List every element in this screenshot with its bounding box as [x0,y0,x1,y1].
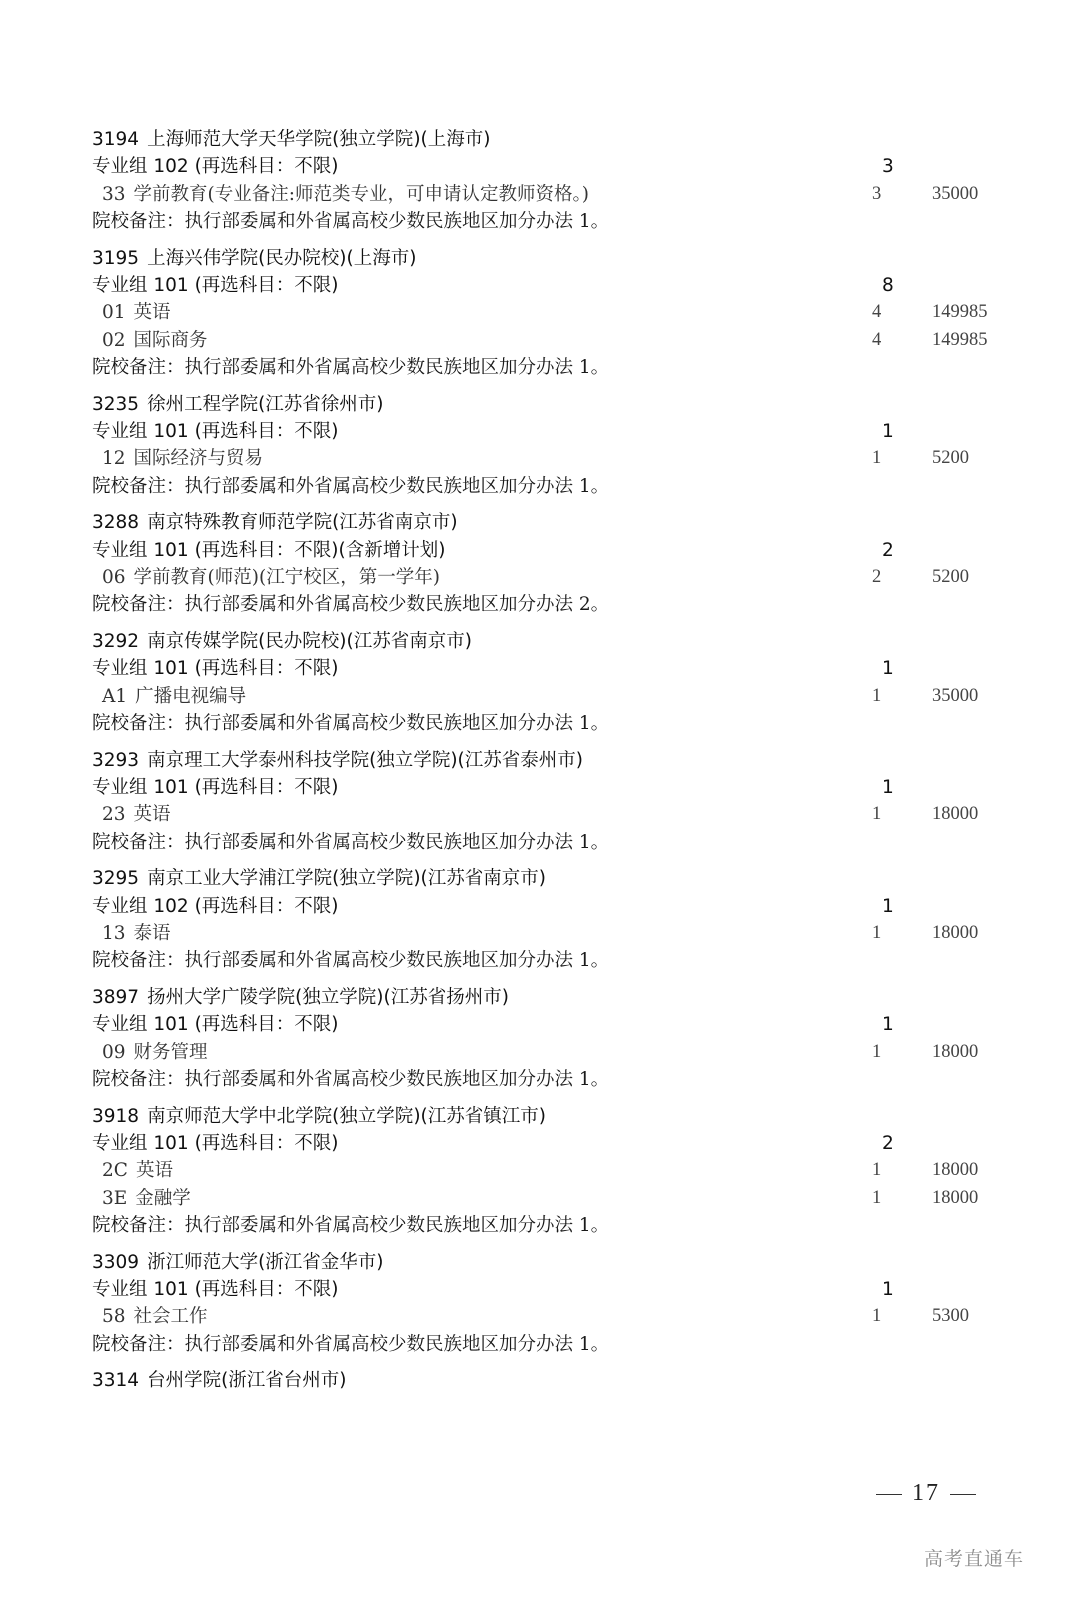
note-text: 执行部委属和外省属高校少数民族地区加分办法 1。 [184,356,610,378]
major-row [92,920,1032,947]
school-name: 台州学院(浙江省台州市) [147,1370,347,1392]
major-code: 33 [102,183,126,205]
dash-left [876,1494,902,1496]
major-group [92,774,1032,801]
school-code: 3288 [92,512,140,534]
school-code: 3235 [92,393,140,415]
major-row [92,1303,1032,1330]
group-count: 1 [882,420,894,442]
note-label: 院校备注： [92,712,185,734]
school-code: 3309 [92,1251,140,1273]
major-group [92,1276,1032,1303]
page-number [866,1480,986,1507]
note-label: 院校备注： [92,1333,185,1355]
major-count: 2 [872,566,882,587]
group-count: 1 [882,1014,894,1036]
group-count: 1 [882,658,894,680]
major-fee: 35000 [932,685,979,706]
school-title [92,126,1032,153]
note-text: 执行部委属和外省属高校少数民族地区加分办法 1。 [184,950,610,972]
note-text: 执行部委属和外省属高校少数民族地区加分办法 1。 [184,831,610,853]
group-label: 专业组 102 (再选科目：不限) [92,156,339,178]
major-count: 1 [872,448,882,469]
major-fee: 5300 [932,1306,969,1327]
school-title [92,747,1032,774]
school-code: 3918 [92,1105,140,1127]
school-title [92,1367,1032,1394]
school-entry [92,747,1032,856]
school-entry [92,245,1032,381]
note-label: 院校备注： [92,1069,185,1090]
major-name: 金融学 [135,1187,191,1209]
major-code: 23 [102,804,126,826]
school-entry [92,509,1032,618]
major-count: 1 [872,1187,882,1208]
school-title [92,509,1032,536]
group-label: 专业组 101 (再选科目：不限) [92,420,339,442]
major-count: 1 [872,1306,882,1327]
major-row [92,801,1032,828]
watermark: 高考直通车 [924,1548,1025,1570]
school-name: 徐州工程学院(江苏省徐州市) [147,393,384,415]
major-group [92,418,1032,445]
note-text: 执行部委属和外省属高校少数民族地区加分办法 1。 [184,1069,610,1090]
major-name: 英语 [133,804,171,826]
school-entry [92,126,1032,235]
major-fee: 5200 [932,448,969,469]
major-fee: 149985 [932,329,988,350]
school-note [92,1066,1032,1093]
major-row [92,445,1032,472]
school-title [92,628,1032,655]
group-label: 专业组 101 (再选科目：不限) [92,1014,339,1036]
major-name: 学前教育(师范)(江宁校区，第一学年) [133,566,440,588]
major-row [92,564,1032,591]
school-name: 上海兴伟学院(民办院校)(上海市) [147,247,417,269]
group-count: 3 [882,156,894,178]
major-group [92,655,1032,682]
school-code: 3295 [92,868,140,890]
major-fee: 149985 [932,302,988,323]
school-name: 南京理工大学泰州科技学院(独立学院)(江苏省泰州市) [147,749,583,771]
major-count: 1 [872,1160,882,1181]
school-note [92,1212,1032,1239]
school-title [92,1249,1032,1276]
school-entry [92,1103,1032,1239]
school-note [92,354,1032,381]
major-name: 英语 [135,1160,173,1182]
school-code: 3897 [92,987,140,1009]
major-fee: 5200 [932,566,969,587]
major-group [92,1130,1032,1157]
school-note [92,947,1032,974]
school-code: 3292 [92,631,140,653]
group-count: 2 [882,539,894,561]
major-group [92,537,1032,564]
major-row [92,299,1032,326]
note-label: 院校备注： [92,831,185,853]
major-group [92,1011,1032,1038]
dash-right [950,1494,976,1496]
group-label: 专业组 101 (再选科目：不限)(含新增计划) [92,539,446,561]
major-code: 13 [102,923,126,945]
major-row [92,1039,1032,1066]
major-count: 1 [872,923,882,944]
major-code: 3E [102,1187,128,1209]
group-label: 专业组 102 (再选科目：不限) [92,895,339,917]
school-entry [92,865,1032,974]
major-fee: 18000 [932,923,979,944]
school-code: 3194 [92,129,140,150]
major-name: 国际经济与贸易 [133,448,264,470]
major-count: 1 [872,804,882,825]
school-note [92,591,1032,618]
major-code: 09 [102,1041,126,1063]
school-title [92,245,1032,272]
group-count: 2 [882,1133,894,1155]
major-name: 社会工作 [133,1306,208,1328]
major-code: A1 [102,685,128,707]
major-fee: 18000 [932,1041,979,1062]
school-title [92,865,1032,892]
school-name: 南京工业大学浦江学院(独立学院)(江苏省南京市) [147,868,546,890]
group-label: 专业组 101 (再选科目：不限) [92,1133,339,1155]
major-count: 1 [872,685,882,706]
major-name: 英语 [133,302,171,324]
major-row [92,683,1032,710]
note-text: 执行部委属和外省属高校少数民族地区加分办法 1。 [184,1333,610,1355]
note-text: 执行部委属和外省属高校少数民族地区加分办法 1。 [184,1214,610,1236]
school-code: 3195 [92,247,140,269]
major-code: 58 [102,1306,126,1328]
school-name: 扬州大学广陵学院(独立学院)(江苏省扬州市) [147,987,509,1009]
school-entry [92,1249,1032,1358]
school-title [92,1103,1032,1130]
group-count: 1 [882,895,894,917]
school-note [92,1331,1032,1358]
major-name: 学前教育(专业备注:师范类专业，可申请认定教师资格。) [133,183,589,205]
major-fee: 18000 [932,1160,979,1181]
group-label: 专业组 101 (再选科目：不限) [92,658,339,680]
major-group [92,893,1032,920]
major-row [92,1185,1032,1212]
note-text: 执行部委属和外省属高校少数民族地区加分办法 1。 [184,475,610,497]
school-name: 上海师范大学天华学院(独立学院)(上海市) [147,129,491,150]
major-count: 4 [872,329,882,350]
group-label: 专业组 101 (再选科目：不限) [92,1279,339,1301]
note-label: 院校备注： [92,594,185,616]
major-code: 12 [102,448,126,470]
note-text: 执行部委属和外省属高校少数民族地区加分办法 1。 [184,712,610,734]
note-label: 院校备注： [92,475,185,497]
group-label: 专业组 101 (再选科目：不限) [92,274,339,296]
major-code: 01 [102,302,126,324]
school-entry [92,984,1032,1093]
school-note [92,208,1032,235]
note-label: 院校备注： [92,1214,185,1236]
major-name: 广播电视编导 [135,685,247,707]
school-name: 南京师范大学中北学院(独立学院)(江苏省镇江市) [147,1105,546,1127]
major-code: 2C [102,1160,128,1182]
major-group [92,272,1032,299]
major-fee: 35000 [932,183,979,204]
group-label: 专业组 101 (再选科目：不限) [92,777,339,799]
school-entry [92,628,1032,737]
school-title [92,391,1032,418]
major-row [92,1157,1032,1184]
school-entry [92,1367,1032,1394]
school-note [92,829,1032,856]
major-count: 1 [872,1041,882,1062]
note-text: 执行部委属和外省属高校少数民族地区加分办法 1。 [184,210,610,232]
group-count: 1 [882,777,894,799]
school-code: 3314 [92,1370,140,1392]
major-count: 4 [872,302,882,323]
major-name: 国际商务 [133,329,208,351]
school-name: 南京传媒学院(民办院校)(江苏省南京市) [147,631,472,653]
major-row [92,181,1032,208]
school-code: 3293 [92,749,140,771]
school-name: 南京特殊教育师范学院(江苏省南京市) [147,512,458,534]
major-name: 泰语 [133,923,171,945]
school-note [92,473,1032,500]
note-label: 院校备注： [92,950,185,972]
major-name: 财务管理 [133,1041,208,1063]
school-name: 浙江师范大学(浙江省金华市) [147,1251,384,1273]
major-count: 3 [872,183,882,204]
major-code: 02 [102,329,126,351]
note-label: 院校备注： [92,356,185,378]
page-number-text: 17 [912,1480,940,1506]
enrollment-plan-list [92,126,1032,1404]
major-fee: 18000 [932,804,979,825]
note-text: 执行部委属和外省属高校少数民族地区加分办法 2。 [184,594,610,616]
group-count: 1 [882,1279,894,1301]
major-group [92,153,1032,180]
school-entry [92,391,1032,500]
school-note [92,710,1032,737]
group-count: 8 [882,274,894,296]
school-title [92,984,1032,1011]
major-fee: 18000 [932,1187,979,1208]
major-code: 06 [102,566,126,588]
note-label: 院校备注： [92,210,185,232]
major-row [92,327,1032,354]
